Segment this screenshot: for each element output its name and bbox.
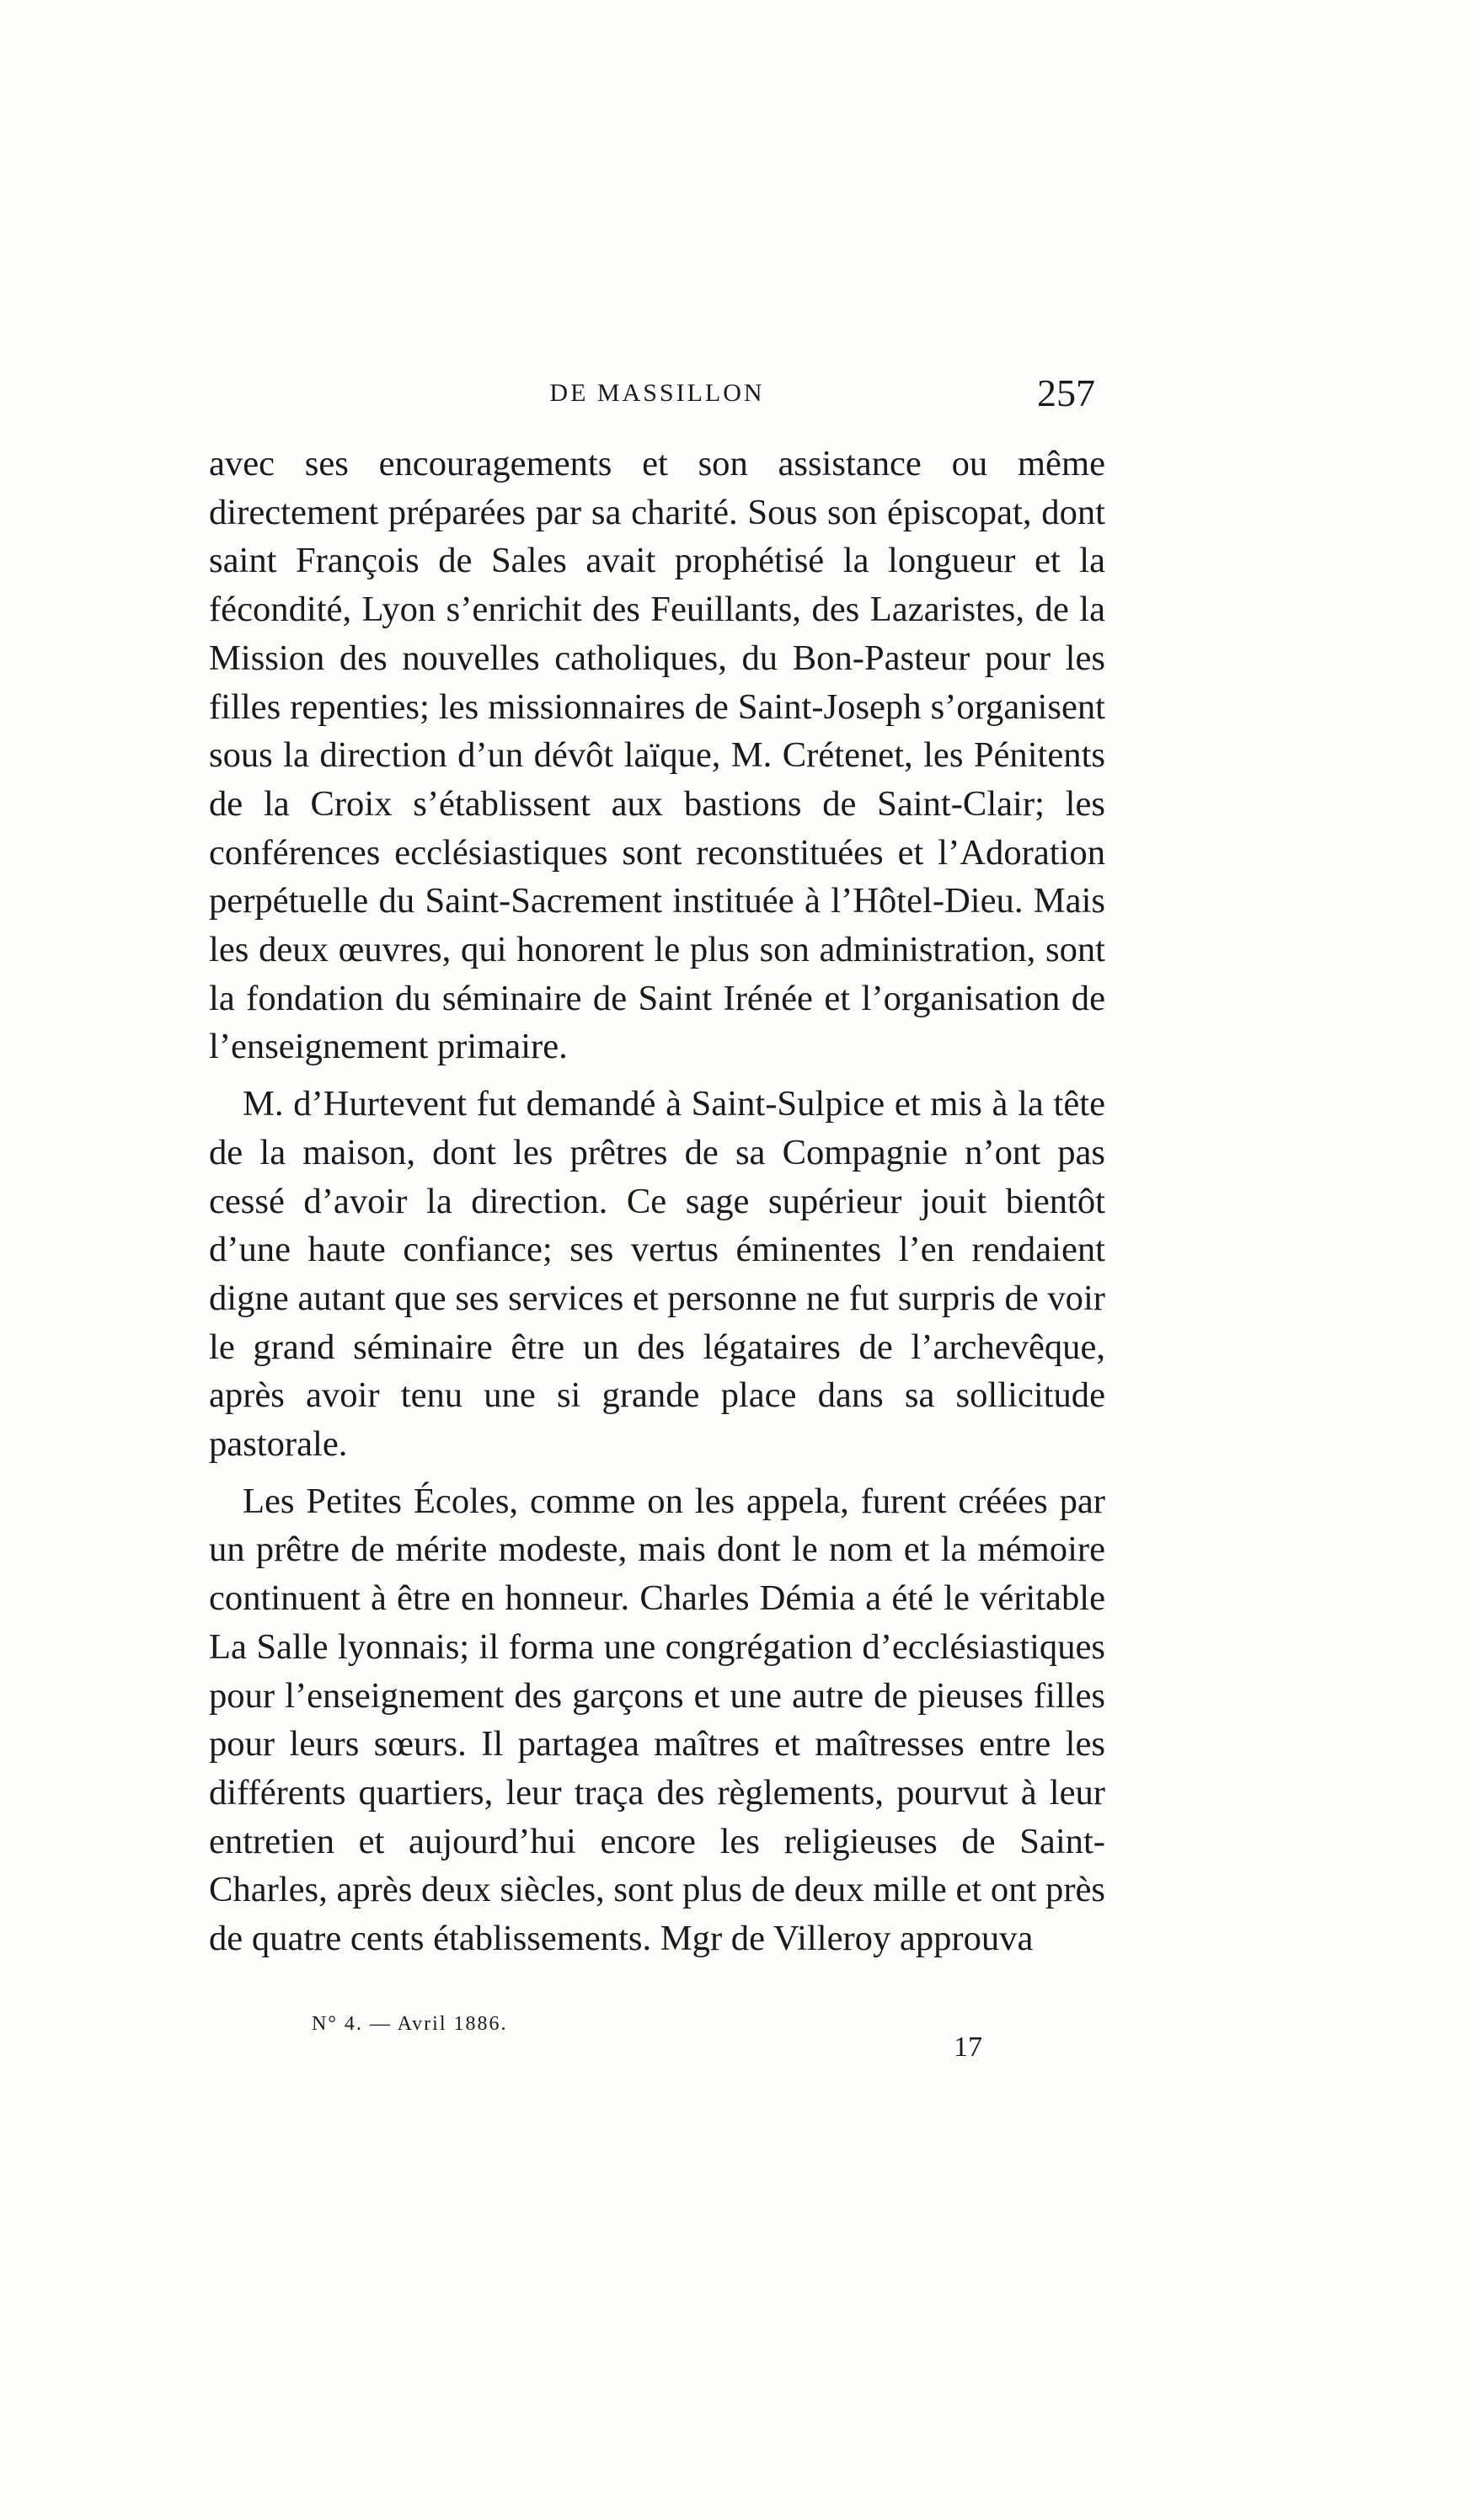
body-text xyxy=(209,440,1105,1963)
signature-mark: 17 xyxy=(954,2031,982,2063)
paragraph: Les Petites Écoles, comme on les appela, furent créées par un prêtre de mérite modeste, mais dont le nom et la mémoire continuent à être en honneur. Charles Démia a été le véritable La Salle lyonnais; il forma une congrégation d’ecclésiastiques pour l’enseignement des garçons et une autre de pieuses filles pour leurs sœurs. Il partagea maîtres et maîtresses entre les différents quartiers, leur traça des règlements, pourvut à leur entretien et aujourd’hui encore les religieuses de Saint-Charles, après deux siècles, sont plus de deux mille et ont près de quatre cents établissements. Mgr de Villeroy approuva xyxy=(209,1481,1105,1959)
paragraph: M. d’Hurtevent fut demandé à Saint-Sulpice et mis à la tête de la maison, dont les prêtres de sa Compagnie n’ont pas cessé d’avoir la direction. Ce sage supérieur jouit bientôt d’une haute confiance; ses vertus éminentes l’en rendaient digne autant que ses services et personne ne fut surpris de voir le grand séminaire être un des légataires de l’archevêque, après avoir tenu une si grande place dans sa sollicitude pastorale. xyxy=(209,1084,1105,1465)
page-footer xyxy=(312,2013,1002,2064)
page-number: 257 xyxy=(1037,371,1095,414)
issue-line: N° 4. — Avril 1886. xyxy=(312,2013,508,2035)
running-title: DE MASSILLON xyxy=(549,379,765,407)
page-header xyxy=(211,371,1104,430)
paragraph: avec ses encouragements et son assistance ou même directement préparées par sa charité. Sous son épiscopat, dont saint François de Sales avait prophétisé la longueur et la fécondité, Lyon s’enrichit des Feuillants, des Lazaristes, de la Mission des nouvelles catholiques, du Bon-Pasteur pour les filles repenties; les missionnaires de Saint-Joseph s’organisent sous la direction d’un dévôt laïque, M. Crétenet, les Pénitents de la Croix s’établissent aux bastions de Saint-Clair; les conférences ecclésiastiques sont reconstituées et l’Adoration perpétuelle du Saint-Sacrement instituée à l’Hôtel-Dieu. Mais les deux œuvres, qui honorent le plus son administration, sont la fondation du séminaire de Saint Irénée et l’organisation de l’enseignement primaire. xyxy=(209,444,1105,1067)
